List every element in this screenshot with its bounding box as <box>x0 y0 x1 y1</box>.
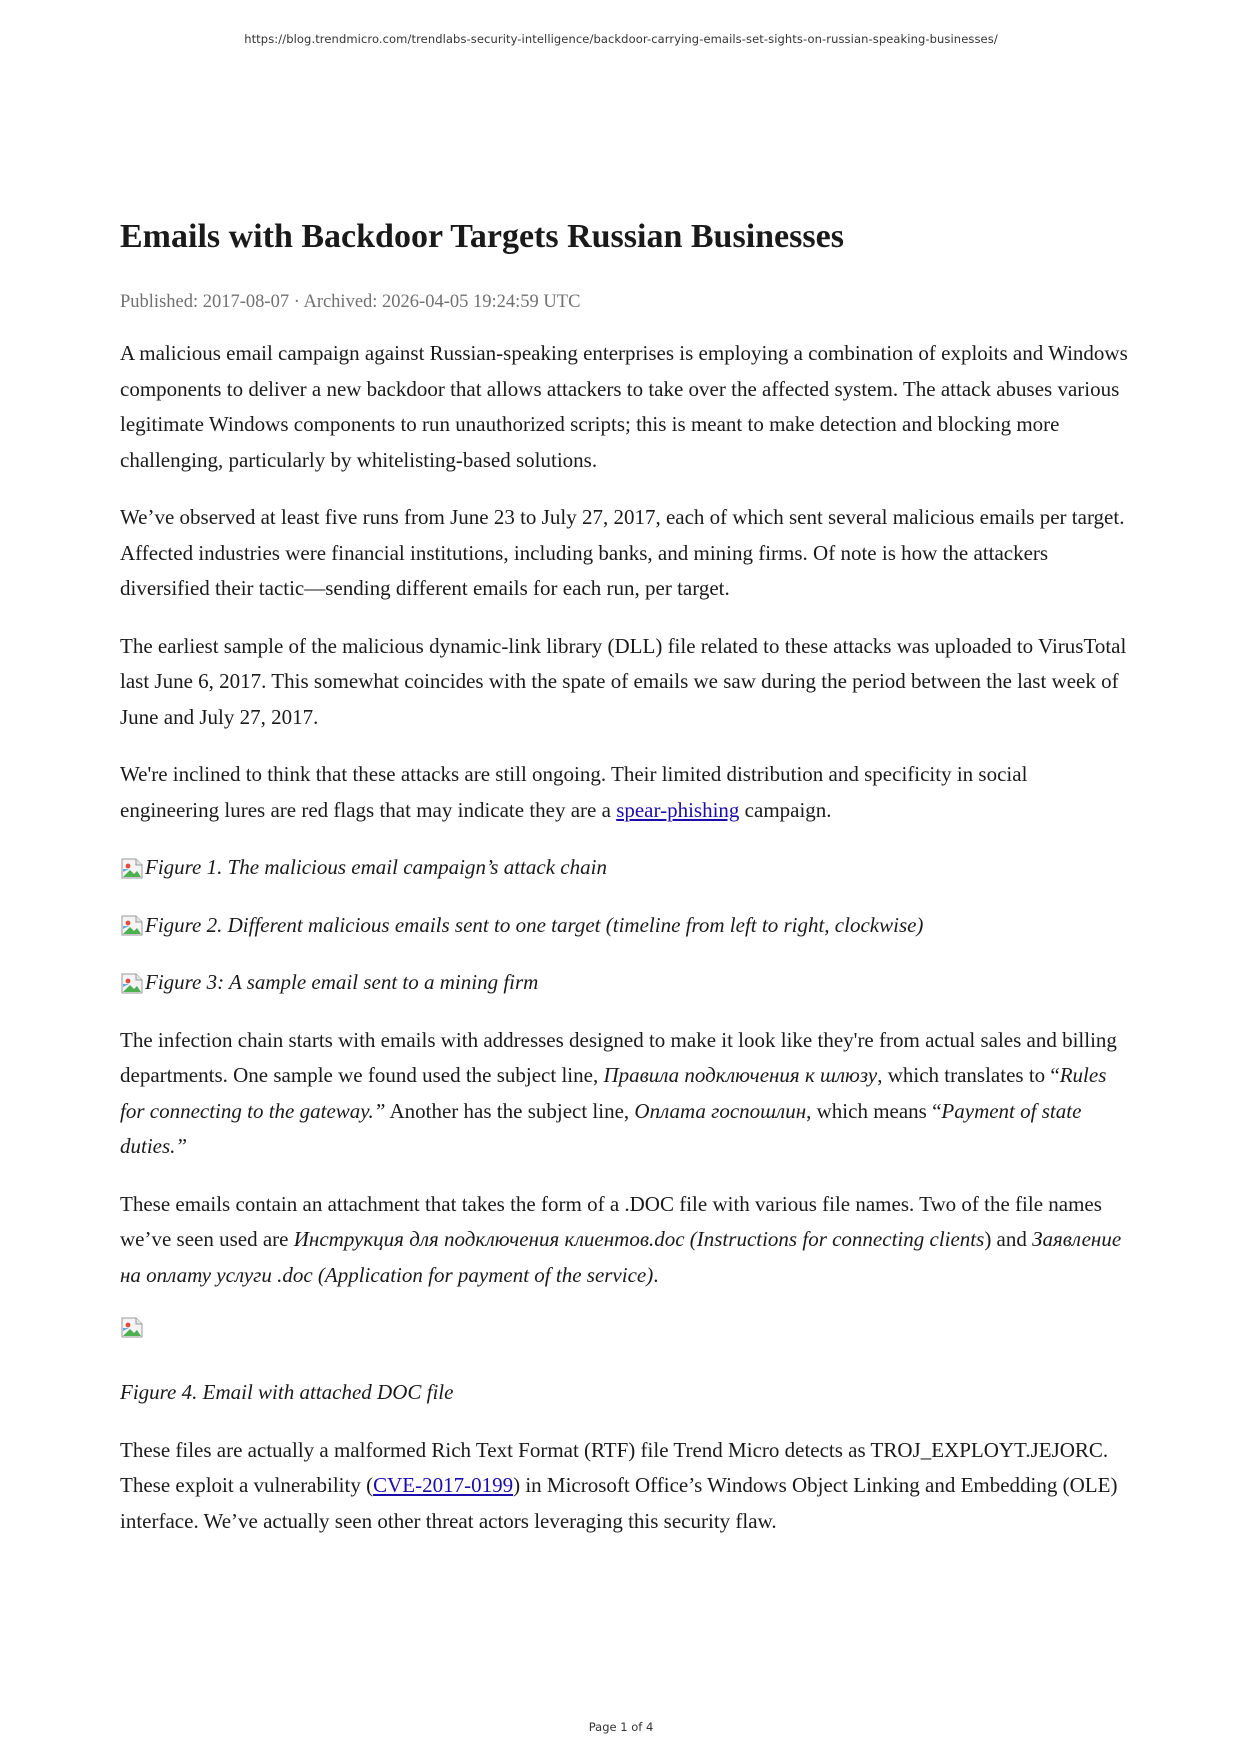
paragraph-2: We’ve observed at least five runs from June 23 to July 27, 2017, each of which sent several malicious emails per target. Affected industries were financial institutions, including banks, and mining firms. Of note is how the attackers diversified their tactic—sending different emails for each run, per target. <box>120 505 1125 600</box>
paragraph-4-text-a: We're inclined to think that these attacks are still ongoing. Their limited distribution and specificity in social engineering lures are red flags that may indicate they are a <box>120 762 1028 822</box>
broken-image-icon <box>120 856 144 880</box>
figure-4-caption-text: Figure 4. Email with attached DOC file <box>120 1380 454 1404</box>
article <box>120 212 1130 1539</box>
article-title: Emails with Backdoor Targets Russian Businesses <box>120 218 844 255</box>
figure-3 <box>120 965 1130 1001</box>
figure-1 <box>120 850 1130 886</box>
paragraph-5-text-b: , which translates to “ <box>877 1063 1060 1087</box>
file-name-1: Инструкция для подключения клиентов.doc (Instructions for connecting clients <box>293 1227 985 1251</box>
figure-2 <box>120 908 1130 944</box>
broken-image-icon <box>120 913 144 937</box>
paragraph-6 <box>120 1187 1130 1294</box>
paragraph-6-text-c: . <box>653 1262 659 1287</box>
page-number: Page 1 of 4 <box>588 1720 654 1734</box>
paragraph-5-text-a: The infection chain starts with emails with addresses designed to make it look like they're from actual sales and billing departments. One sample we found used the subject line, <box>120 1027 1117 1087</box>
broken-image-icon <box>120 1315 144 1339</box>
page-url-header: https://blog.trendmicro.com/trendlabs-security-intelligence/backdoor-carrying-emails-set-sights-on-russian-speaking-businesses/ <box>244 32 998 46</box>
figure-2-caption: Figure 2. Different malicious emails sent to one target (timeline from left to right, clockwise) <box>145 912 924 937</box>
paragraph-5-text-d: , which means “ <box>806 1098 942 1123</box>
paragraph-7-text-b: ) in Microsoft Office’s Windows Object Linking and Embedding (OLE) interface. We’ve actually seen other threat actors leveraging this security flaw. <box>120 1473 1118 1533</box>
subject-line-en-1: Rules for connecting to the gateway.” <box>120 1063 1107 1123</box>
paragraph-4-text-b: campaign. <box>739 797 832 822</box>
spear-phishing-link[interactable]: spear-phishing <box>616 797 740 822</box>
figure-1-caption: Figure 1. The malicious email campaign’s attack chain <box>145 855 607 879</box>
subject-line-en-2: Payment of state duties.” <box>120 1098 1082 1158</box>
paragraph-7-text-a: These files are actually a malformed Rich Text Format (RTF) file Trend Micro detects as TROJ_EXPLOYT.JEJORC. These exploit a vulnerability ( <box>120 1437 1109 1497</box>
figure-4-image <box>120 1315 1130 1345</box>
paragraph-7 <box>120 1433 1130 1540</box>
file-name-2: Заявление на оплату услуги .doc (Application for payment of the service) <box>120 1227 1122 1287</box>
paragraph-6-text-a: These emails contain an attachment that takes the form of a .DOC file with various file names. Two of the file names we’ve seen used are <box>120 1191 1102 1251</box>
cve-link[interactable]: CVE-2017-0199 <box>373 1473 514 1497</box>
broken-image-icon <box>120 971 144 995</box>
figure-3-caption: Figure 3: A sample email sent to a mining firm <box>145 970 539 994</box>
article-meta: Published: 2017-08-07 · Archived: 2026-04-05 19:24:59 UTC <box>120 292 581 312</box>
paragraph-1: A malicious email campaign against Russian-speaking enterprises is employing a combination of exploits and Windows components to deliver a new backdoor that allows attackers to take over the affected system. The attack abuses various legitimate Windows components to run unauthorized scripts; this is meant to make detection and blocking more challenging, particularly by whitelisting-based solutions. <box>120 341 1128 472</box>
paragraph-5-text-c: Another has the subject line, <box>385 1098 635 1123</box>
paragraph-5 <box>120 1023 1130 1165</box>
paragraph-4 <box>120 757 1130 828</box>
subject-line-ru-1: Правила подключения к шлюзу <box>603 1063 878 1087</box>
subject-line-ru-2: Оплата госпошлин <box>634 1098 807 1123</box>
figure-4-caption <box>120 1375 1130 1411</box>
paragraph-6-text-b: ) and <box>984 1227 1033 1251</box>
paragraph-3: The earliest sample of the malicious dynamic-link library (DLL) file related to these attacks was uploaded to VirusTotal last June 6, 2017. This somewhat coincides with the spate of emails we saw during the period between the last week of June and July 27, 2017. <box>120 633 1127 729</box>
